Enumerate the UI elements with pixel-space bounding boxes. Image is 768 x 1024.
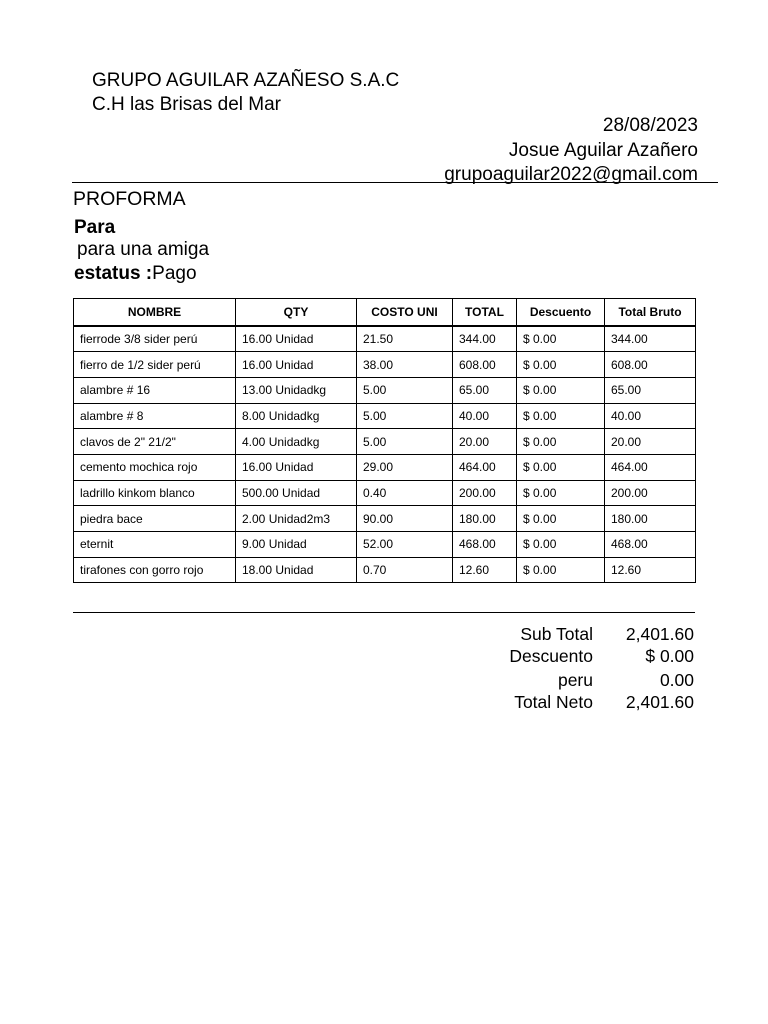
cell-costo-uni: 0.40: [357, 480, 453, 506]
cell-nombre: eternit: [74, 532, 236, 558]
contact-email: grupoaguilar2022@gmail.com: [444, 164, 698, 185]
cell-total-bruto: 468.00: [605, 532, 696, 558]
company-name: GRUPO AGUILAR AZAÑESO S.A.C: [92, 70, 400, 91]
cell-nombre: ladrillo kinkom blanco: [74, 480, 236, 506]
header-qty: QTY: [236, 299, 357, 326]
cell-costo-uni: 38.00: [357, 352, 453, 378]
company-block: [92, 69, 399, 117]
cell-descuento: $ 0.00: [517, 326, 605, 352]
header-total-bruto: Total Bruto: [605, 299, 696, 326]
tax-row: [413, 670, 694, 692]
cell-costo-uni: 5.00: [357, 403, 453, 429]
cell-nombre: cemento mochica rojo: [74, 454, 236, 480]
cell-qty: 16.00 Unidad: [236, 352, 357, 378]
cell-costo-uni: 5.00: [357, 429, 453, 455]
document-type: PROFORMA: [73, 188, 186, 210]
table-row: [74, 454, 696, 480]
totals-block: [413, 624, 694, 713]
header-descuento: Descuento: [517, 299, 605, 326]
cell-descuento: $ 0.00: [517, 454, 605, 480]
cell-descuento: $ 0.00: [517, 352, 605, 378]
table-row: [74, 352, 696, 378]
cell-total: 180.00: [453, 506, 517, 532]
cell-total: 40.00: [453, 403, 517, 429]
table-row: [74, 506, 696, 532]
cell-descuento: $ 0.00: [517, 532, 605, 558]
status-value: Pago: [152, 263, 197, 284]
cell-total-bruto: 344.00: [605, 326, 696, 352]
cell-nombre: alambre # 16: [74, 377, 236, 403]
cell-qty: 16.00 Unidad: [236, 326, 357, 352]
cell-costo-uni: 52.00: [357, 532, 453, 558]
cell-descuento: $ 0.00: [517, 480, 605, 506]
cell-total: 608.00: [453, 352, 517, 378]
recipient-value: para una amiga: [77, 239, 210, 260]
cell-nombre: piedra bace: [74, 506, 236, 532]
header-costo-uni: COSTO UNI: [357, 299, 453, 326]
cell-costo-uni: 5.00: [357, 377, 453, 403]
discount-label: Descuento: [509, 645, 593, 666]
discount-row: [413, 646, 694, 668]
net-total-label: Total Neto: [514, 691, 593, 712]
cell-total-bruto: 200.00: [605, 480, 696, 506]
header-total: TOTAL: [453, 299, 517, 326]
cell-nombre: tirafones con gorro rojo: [74, 557, 236, 583]
cell-qty: 2.00 Unidad2m3: [236, 506, 357, 532]
cell-nombre: clavos de 2" 21/2": [74, 429, 236, 455]
subtotal-value: 2,401.60: [625, 624, 694, 644]
cell-qty: 13.00 Unidadkg: [236, 377, 357, 403]
issuer-block: [444, 114, 698, 188]
cell-costo-uni: 21.50: [357, 326, 453, 352]
cell-nombre: fierro de 1/2 sider perú: [74, 352, 236, 378]
table-row: [74, 557, 696, 583]
status-label: estatus :: [74, 263, 153, 284]
cell-qty: 4.00 Unidadkg: [236, 429, 357, 455]
cell-total-bruto: 65.00: [605, 377, 696, 403]
cell-total: 12.60: [453, 557, 517, 583]
cell-total-bruto: 180.00: [605, 506, 696, 532]
cell-qty: 9.00 Unidad: [236, 532, 357, 558]
cell-total-bruto: 608.00: [605, 352, 696, 378]
subtotal-row: [413, 624, 694, 646]
cell-costo-uni: 0.70: [357, 557, 453, 583]
cell-total-bruto: 464.00: [605, 454, 696, 480]
document-date: 28/08/2023: [602, 115, 698, 136]
cell-nombre: alambre # 8: [74, 403, 236, 429]
table-row: [74, 377, 696, 403]
table-row: [74, 532, 696, 558]
cell-qty: 500.00 Unidad: [236, 480, 357, 506]
cell-total: 20.00: [453, 429, 517, 455]
cell-total-bruto: 20.00: [605, 429, 696, 455]
table-row: [74, 403, 696, 429]
cell-costo-uni: 90.00: [357, 506, 453, 532]
status-line: [74, 263, 197, 285]
cell-descuento: $ 0.00: [517, 557, 605, 583]
cell-total-bruto: 12.60: [605, 557, 696, 583]
cell-total: 468.00: [453, 532, 517, 558]
cell-descuento: $ 0.00: [517, 506, 605, 532]
cell-qty: 8.00 Unidadkg: [236, 403, 357, 429]
table-row: [74, 326, 696, 352]
tax-label: peru: [557, 670, 593, 690]
cell-qty: 18.00 Unidad: [236, 557, 357, 583]
net-total-value: 2,401.60: [625, 691, 694, 712]
cell-total: 344.00: [453, 326, 517, 352]
recipient-label: Para: [74, 217, 116, 238]
table-row: [74, 480, 696, 506]
table-header-row: [74, 299, 696, 326]
cell-total: 200.00: [453, 480, 517, 506]
discount-value: $ 0.00: [645, 645, 694, 666]
cell-total: 464.00: [453, 454, 517, 480]
items-table: [73, 298, 696, 583]
net-total-row: [413, 692, 694, 714]
cell-costo-uni: 29.00: [357, 454, 453, 480]
totals-divider: [73, 612, 695, 613]
cell-descuento: $ 0.00: [517, 377, 605, 403]
company-address: C.H las Brisas del Mar: [92, 94, 281, 115]
cell-descuento: $ 0.00: [517, 403, 605, 429]
table-row: [74, 429, 696, 455]
subtotal-label: Sub Total: [520, 624, 593, 644]
header-divider: [72, 182, 718, 183]
cell-qty: 16.00 Unidad: [236, 454, 357, 480]
cell-nombre: fierrode 3/8 sider perú: [74, 326, 236, 352]
contact-name: Josue Aguilar Azañero: [508, 139, 698, 161]
cell-total: 65.00: [453, 377, 517, 403]
tax-value: 0.00: [659, 670, 694, 690]
header-nombre: NOMBRE: [74, 299, 236, 326]
cell-descuento: $ 0.00: [517, 429, 605, 455]
cell-total-bruto: 40.00: [605, 403, 696, 429]
